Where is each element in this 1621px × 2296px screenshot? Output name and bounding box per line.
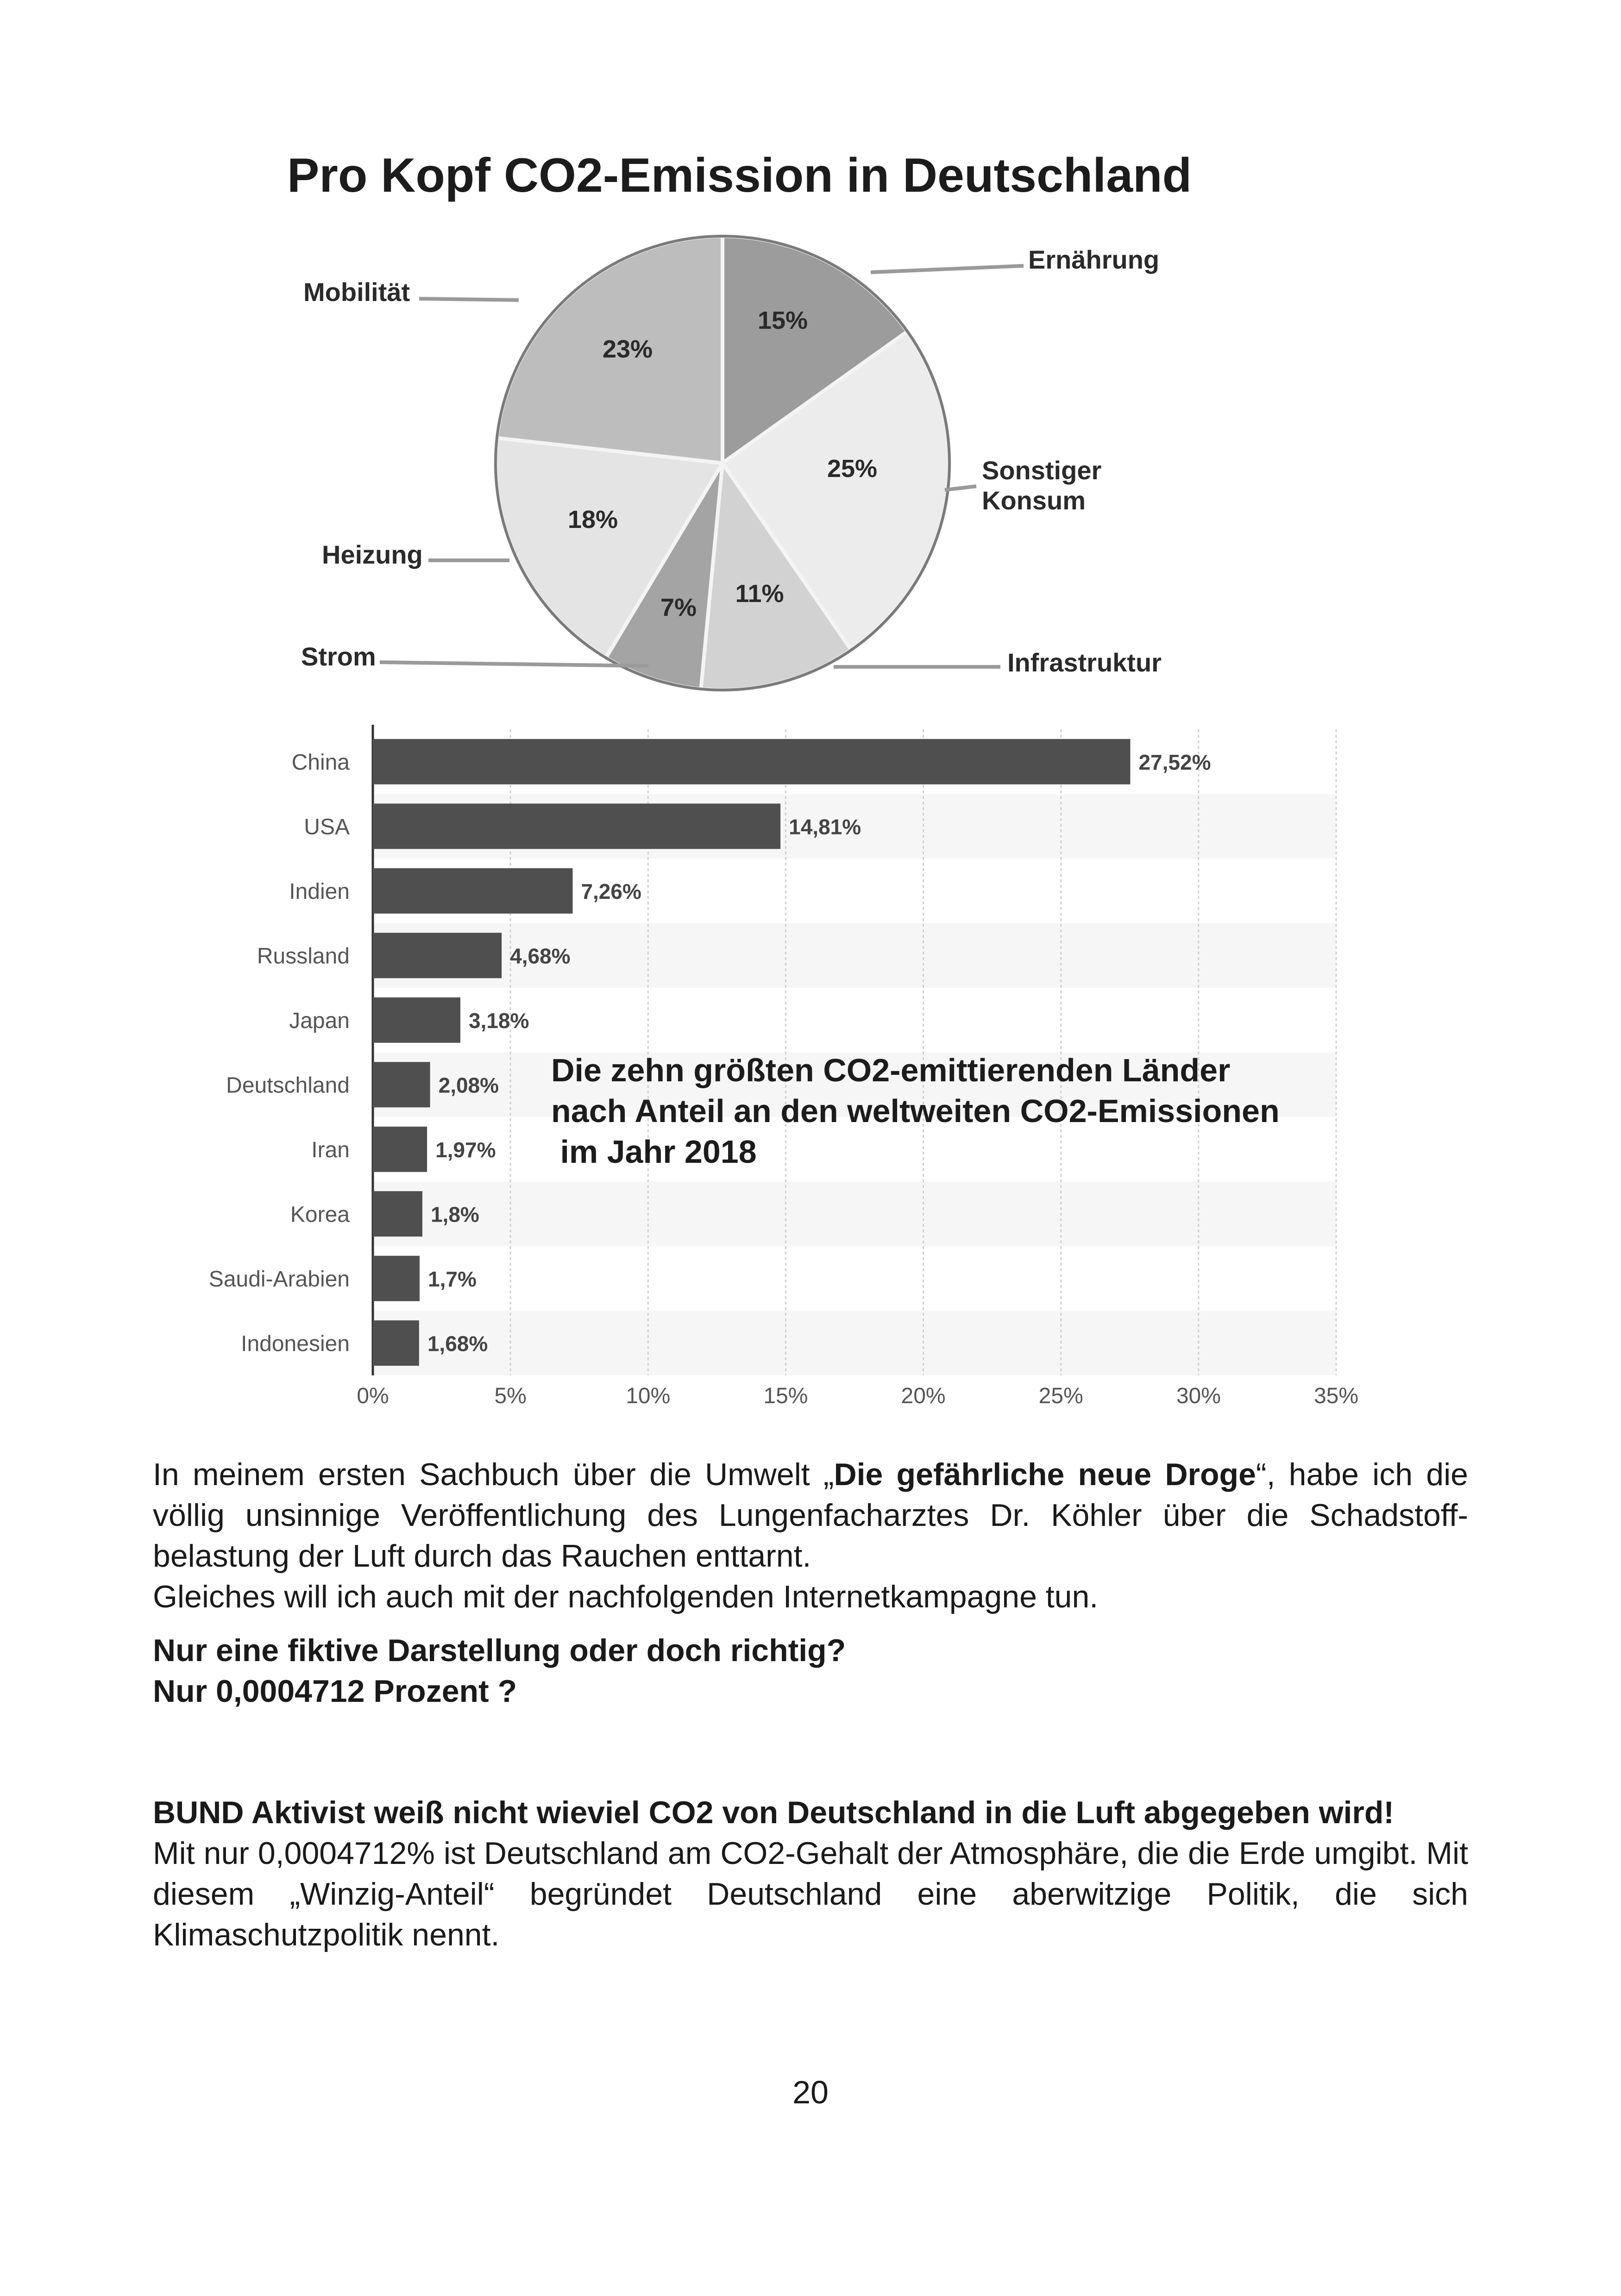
bar-chart-annotation: nach Anteil an den weltweiten CO2-Emissionen bbox=[551, 1093, 1280, 1129]
x-tick-label: 25% bbox=[1038, 1384, 1083, 1408]
bar-chart-annotation: im Jahr 2018 bbox=[551, 1134, 757, 1170]
bar-category-label: Russland bbox=[257, 944, 350, 969]
pie-category-label: Infrastruktur bbox=[1007, 648, 1162, 677]
book-title: Die gefährliche neue Droge bbox=[834, 1457, 1256, 1492]
bar-category-label: Iran bbox=[311, 1137, 350, 1162]
pie-category-label: Ernährung bbox=[1028, 245, 1160, 274]
intro-text-start: In meinem ersten Sachbuch über die Umwelt „ bbox=[153, 1457, 834, 1492]
bar-category-label: USA bbox=[304, 815, 350, 840]
bar-indien bbox=[373, 868, 572, 914]
bar-value-label: 1,8% bbox=[430, 1202, 479, 1227]
bund-heading: BUND Aktivist weiß nicht wieviel CO2 von Deutschland in die Luft abgegeben wird! bbox=[153, 1795, 1395, 1830]
bar-value-label: 2,08% bbox=[438, 1073, 499, 1098]
bar-value-label: 3,18% bbox=[468, 1008, 529, 1033]
bar-value-label: 1,97% bbox=[435, 1137, 496, 1162]
pie-category-label: Strom bbox=[301, 642, 376, 671]
bar-value-label: 1,68% bbox=[427, 1331, 488, 1356]
pie-chart bbox=[301, 236, 1162, 690]
bar-korea bbox=[373, 1191, 422, 1236]
pie-value-label: 15% bbox=[757, 307, 808, 334]
pie-value-label: 11% bbox=[735, 580, 784, 608]
bar-usa bbox=[373, 803, 780, 849]
intro-paragraph bbox=[153, 1454, 1468, 1576]
pie-category-label: Heizung bbox=[322, 540, 423, 569]
x-tick-label: 30% bbox=[1176, 1384, 1221, 1408]
intro-text-line2: Gleiches will ich auch mit der nachfolgenden Internetkampagne tun. bbox=[153, 1579, 1099, 1614]
bar-category-label: Indonesien bbox=[241, 1331, 350, 1356]
x-tick-label: 35% bbox=[1313, 1384, 1359, 1408]
bar-category-label: China bbox=[291, 750, 350, 775]
pie-value-label: 23% bbox=[602, 335, 653, 363]
intro-text-end: “, habe ich die völlig unsinnige Veröffentlichung des Lungenfacharztes Dr. Köhler über die Schadstoffbelastung der Luft durch das Rauchen enttarnt. bbox=[153, 1457, 1468, 1574]
pie-value-label: 25% bbox=[827, 455, 878, 483]
question-heading-1: Nur eine fiktive Darstellung oder doch richtig? bbox=[153, 1633, 846, 1668]
pie-value-label: 7% bbox=[660, 594, 697, 621]
bar-category-label: Japan bbox=[289, 1008, 350, 1033]
bar-saudi-arabien bbox=[373, 1256, 420, 1301]
bar-chart-annotation: Die zehn größten CO2-emittierenden Länder bbox=[551, 1052, 1231, 1088]
bar-category-label: Indien bbox=[289, 879, 350, 904]
bar-china bbox=[373, 739, 1130, 784]
bar-value-label: 7,26% bbox=[581, 879, 641, 903]
pie-leader-line bbox=[419, 299, 519, 300]
bund-paragraph: Mit nur 0,0004712% ist Deutschland am CO2-Gehalt der Atmosphäre, die die Erde umgibt. Mit diesem „Winzig-Anteil“ begründet Deutschland eine aberwitzige Politik, die sich Klimaschutzpolitik nennt. bbox=[153, 1836, 1468, 1952]
intro-paragraph-line2 bbox=[153, 1576, 1468, 1617]
bar-chart bbox=[209, 725, 1358, 1408]
pie-category-label: Mobilität bbox=[303, 277, 410, 307]
x-tick-label: 5% bbox=[494, 1384, 527, 1408]
question-heading-2: Nur 0,0004712 Prozent ? bbox=[153, 1674, 517, 1709]
pie-chart-title: Pro Kopf CO2-Emission in Deutschland bbox=[287, 149, 1192, 202]
pie-category-label: Konsum bbox=[982, 486, 1086, 515]
pie-category-label: Sonstiger bbox=[982, 456, 1102, 485]
x-tick-label: 0% bbox=[357, 1384, 389, 1408]
bar-deutschland bbox=[373, 1062, 430, 1107]
bar-category-label: Deutschland bbox=[226, 1073, 350, 1098]
pie-leader-line bbox=[380, 662, 648, 666]
bar-iran bbox=[373, 1127, 427, 1172]
bar-row-band bbox=[373, 1311, 1336, 1376]
page-number: 20 bbox=[792, 2074, 829, 2110]
bar-category-label: Korea bbox=[290, 1202, 350, 1227]
pie-value-label: 18% bbox=[567, 506, 618, 533]
pie-leader-line bbox=[871, 266, 1024, 272]
bar-row-band bbox=[373, 1182, 1336, 1247]
bar-value-label: 4,68% bbox=[510, 944, 571, 968]
x-tick-label: 15% bbox=[763, 1384, 808, 1408]
bar-value-label: 14,81% bbox=[789, 815, 861, 839]
x-tick-label: 10% bbox=[626, 1384, 671, 1408]
bar-value-label: 27,52% bbox=[1138, 750, 1211, 774]
x-tick-label: 20% bbox=[901, 1384, 946, 1408]
bar-value-label: 1,7% bbox=[428, 1267, 477, 1291]
bar-japan bbox=[373, 997, 460, 1043]
bar-category-label: Saudi-Arabien bbox=[208, 1267, 350, 1292]
bar-russland bbox=[373, 933, 502, 978]
bar-indonesien bbox=[373, 1320, 419, 1366]
